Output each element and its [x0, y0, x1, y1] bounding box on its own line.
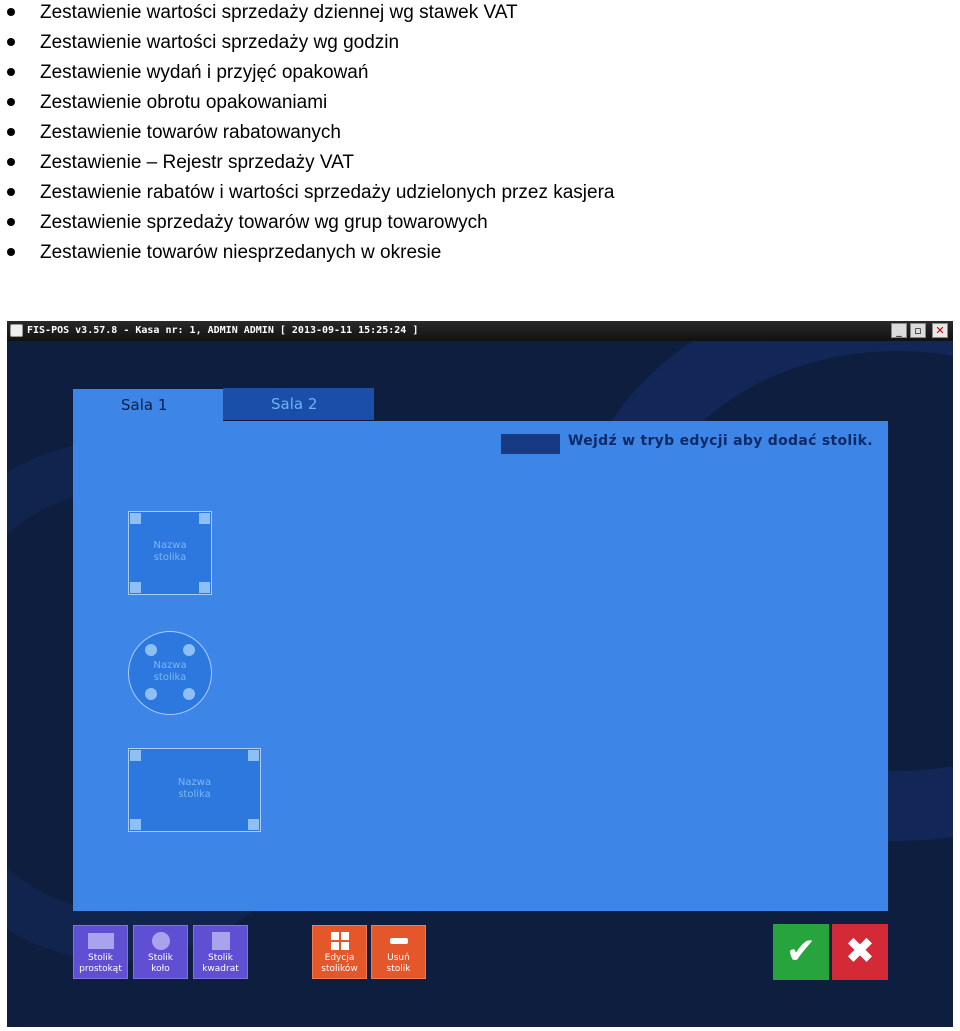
close-button[interactable]: ✕ [932, 323, 948, 338]
bullet-icon [7, 38, 15, 46]
table-round[interactable] [128, 631, 212, 715]
seat-dot [183, 644, 195, 656]
list-item: Zestawienie rabatów i wartości sprzedaży udzielonych przez kasjera [0, 180, 960, 210]
title-bar[interactable] [7, 321, 953, 341]
add-rectangle-table-button[interactable]: Stolik prostokąt [73, 925, 128, 979]
list-item: Zestawienie wydań i przyjęć opakowań [0, 60, 960, 90]
tab-sala-2[interactable]: Sala 2 [223, 388, 374, 420]
delete-table-button[interactable]: Usuń stolik [371, 925, 426, 979]
tab-sala-1[interactable]: Sala 1 [73, 389, 223, 421]
checkmark-icon: ✔ [785, 931, 817, 972]
bullet-icon [7, 68, 15, 76]
list-item: Zestawienie wartości sprzedaży dziennej wg stawek VAT [0, 0, 960, 30]
corner-handle [130, 582, 141, 593]
confirm-button[interactable] [773, 924, 829, 980]
list-item: Zestawienie wartości sprzedaży wg godzin [0, 30, 960, 60]
bullet-icon [7, 248, 15, 256]
info-indicator [501, 434, 560, 454]
close-x-icon: ✖ [844, 931, 876, 972]
app-icon [10, 324, 23, 337]
maximize-button[interactable]: ▫ [910, 323, 926, 338]
grid-icon [331, 932, 349, 950]
report-list [0, 0, 960, 270]
pos-window [7, 321, 953, 1027]
table-name: Nazwa stolika [153, 660, 187, 683]
list-item: Zestawienie obrotu opakowaniami [0, 90, 960, 120]
list-item: Zestawienie towarów niesprzedanych w okresie [0, 240, 960, 270]
bullet-icon [7, 8, 15, 16]
bullet-icon [7, 188, 15, 196]
list-item: Zestawienie towarów rabatowanych [0, 120, 960, 150]
bullet-icon [7, 158, 15, 166]
corner-handle [130, 513, 141, 524]
corner-handle [248, 750, 259, 761]
window-title: FIS-POS v3.57.8 - Kasa nr: 1, ADMIN ADMIN [ 2013-09-11 15:25:24 ] [27, 325, 419, 336]
minus-icon [390, 938, 408, 944]
add-round-table-button[interactable]: Stolik koło [133, 925, 188, 979]
seat-dot [183, 688, 195, 700]
corner-handle [199, 582, 210, 593]
bullet-icon [7, 128, 15, 136]
cancel-button[interactable] [832, 924, 888, 980]
seat-dot [145, 644, 157, 656]
corner-handle [248, 819, 259, 830]
seat-dot [145, 688, 157, 700]
add-square-table-button[interactable]: Stolik kwadrat [193, 925, 248, 979]
edit-mode-hint: Wejdź w tryb edycji aby dodać stolik. [568, 433, 873, 449]
corner-handle [130, 819, 141, 830]
list-item: Zestawienie sprzedaży towarów wg grup towarowych [0, 210, 960, 240]
bullet-icon [7, 98, 15, 106]
table-name: Nazwa stolika [177, 777, 212, 800]
corner-handle [199, 513, 210, 524]
square-table-icon [212, 932, 230, 950]
room-canvas[interactable] [73, 421, 888, 911]
minimize-button[interactable]: _ [891, 323, 907, 338]
round-table-icon [152, 932, 170, 950]
table-name: Nazwa stolika [153, 540, 187, 563]
table-square[interactable] [128, 511, 212, 595]
list-item: Zestawienie – Rejestr sprzedaży VAT [0, 150, 960, 180]
table-rectangle[interactable] [128, 748, 261, 832]
edit-tables-button[interactable]: Edycja stolików [312, 925, 367, 979]
corner-handle [130, 750, 141, 761]
rectangle-table-icon [88, 933, 114, 949]
bullet-icon [7, 218, 15, 226]
